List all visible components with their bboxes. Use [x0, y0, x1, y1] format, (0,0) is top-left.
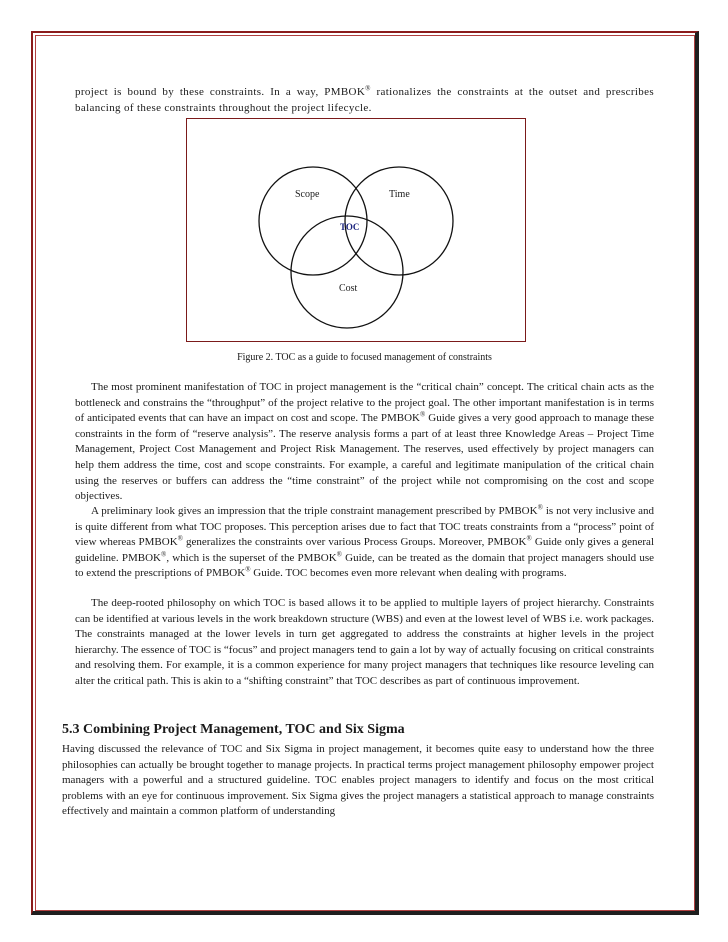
- scope-circle: [259, 167, 367, 275]
- venn-diagram: [187, 119, 525, 341]
- section-heading: 5.3 Combining Project Management, TOC and Six Sigma: [62, 722, 405, 737]
- figure-caption: Figure 2. TOC as a guide to focused management of constraints: [237, 352, 492, 363]
- cost-label: Cost: [339, 283, 358, 294]
- venn-figure: [186, 118, 526, 342]
- time-circle: [345, 167, 453, 275]
- paragraph-critical-chain: The most prominent manifestation of TOC in project management is the “critical chain” concept. The critical chain acts as the bottleneck and constrains the “throughput” of the project relative to the project goal. The other important manifestation is in terms of anticipated events that can have an impact on cost and scope. The PMBOK® Guide gives a very good approach to manage these constraints in the form of “reserve analysis”. The reserve analysis forms a part of at least three Knowledge Areas – Project Time Management, Project Cost Management and Project Risk Management. The reserves, used effectively by project managers can help them address the time, cost and scope constraints. For example, a careful and legitimate manipulation of the critical chain using the reserves or buffers can address the “time constraint” of the project while not compromising on the cost and scope objectives.: [75, 381, 655, 503]
- paragraph-combining: Having discussed the relevance of TOC and Six Sigma in project management, it becomes quite easy to understand how the three philosophies can actually be brought together to manage projects. In practical terms project management philosophy empower project managers with a powerful and a structured guideline. TOC enables project managers to identify and focus on the most critical problems with an eye for continuous improvement. Six Sigma gives the project managers a statistical approach to manage constraints effectively and maintain a common platform of understanding: [62, 743, 654, 818]
- time-label: Time: [389, 189, 410, 200]
- scope-label: Scope: [295, 189, 320, 200]
- paragraph-toc-philosophy: The deep-rooted philosophy on which TOC is based allows it to be applied to multiple layers of project hierarchy. Constraints can be identified at various levels in the work breakdown structure (WBS) and even at the lowest level of WBS i.e. work packages. The constraints managed at the lower levels in turn get aggregated to address the constraints at higher levels in the project hierarchy. The essence of TOC is “focus” and project managers tend to gain a lot by way of actually focusing on critical constraints and resolving them. For example, it is a common experience for many project managers that techniques like resource leveling can alter the critical path. This is akin to a “shifting constraint” that TOC describes as part of continuous improvement.: [75, 597, 654, 687]
- paragraph-triple-constraint: A preliminary look gives an impression that the triple constraint management prescribed by PMBOK® is not very inclusive and is quite different from what TOC proposes. This perception arises due to fact that TOC treats constraints from a “process” point of view whereas PMBOK® generalizes the constraints over various Process Groups. Moreover, PMBOK® Guide only gives a general guideline. PMBOK®, which is the superset of the PMBOK® Guide, can be treated as the domain that project managers should use to extend the prescriptions of PMBOK® Guide. TOC becomes even more relevant when dealing with programs.: [75, 503, 654, 580]
- paragraph-intro: project is bound by these constraints. In a way, PMBOK® rationalizes the constraints at the outset and prescribes balancing of these constraints throughout the project lifecycle.: [75, 84, 654, 114]
- cost-circle: [291, 216, 403, 328]
- toc-label: TOC: [340, 222, 360, 232]
